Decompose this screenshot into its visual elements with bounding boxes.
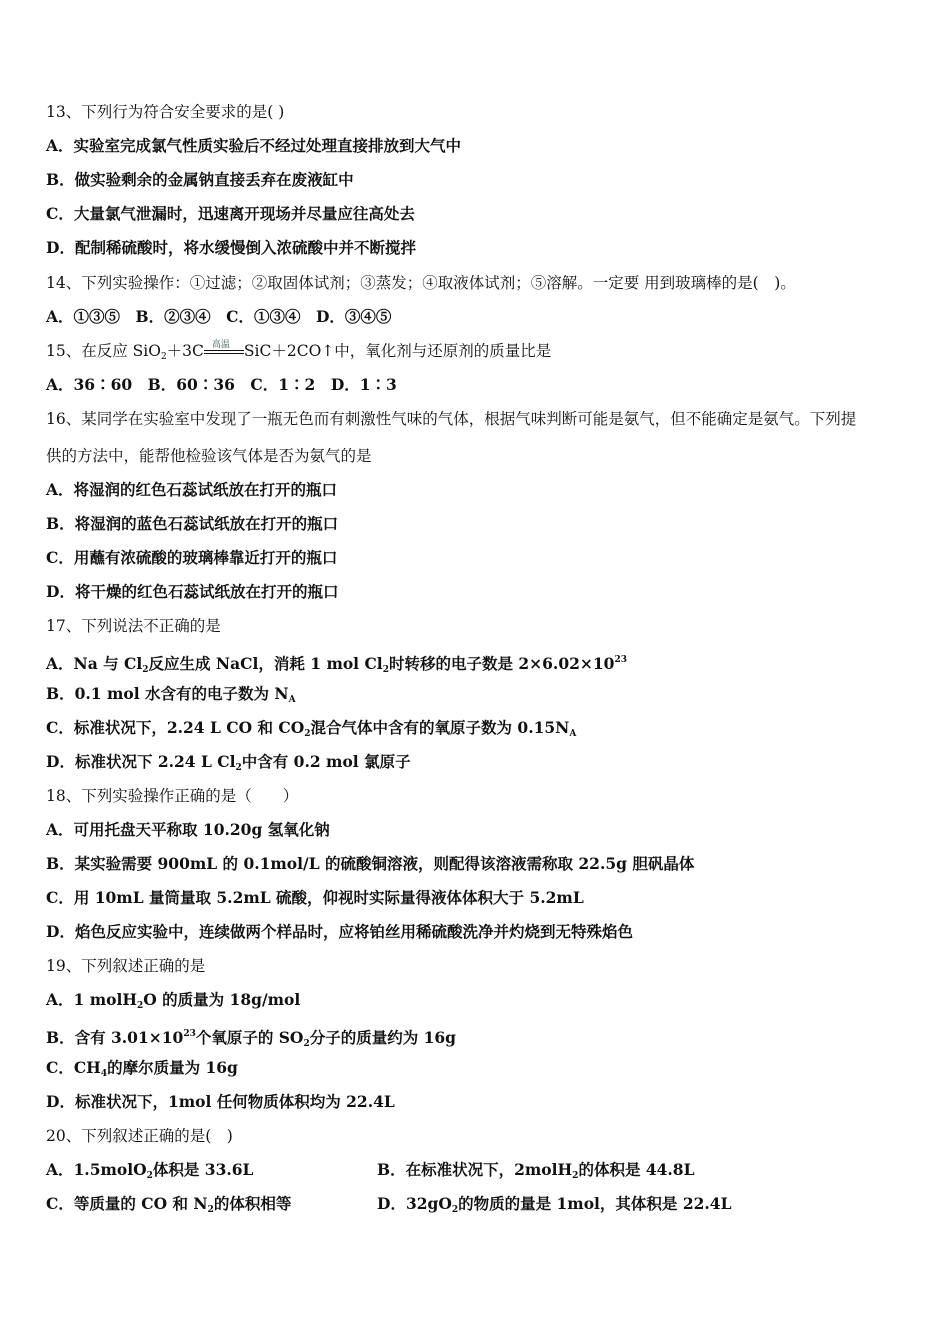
q16-option-a: A．将湿润的红色石蕊试纸放在打开的瓶口 (46, 480, 338, 499)
q14-stem: 14、下列实验操作：①过滤；②取固体试剂；③蒸发；④取液体试剂；⑤溶解。一定要 用到玻璃棒的是( )。 (46, 274, 796, 292)
q15-text-mid: ＋3C (166, 342, 204, 360)
q13-option-c: C．大量氯气泄漏时，迅速离开现场并尽量应往高处去 (46, 204, 415, 223)
q18-stem: 18、下列实验操作正确的是（ ） (46, 787, 299, 805)
q17-option-b: B．0.1 mol 水含有的电子数为 $N_A$ (46, 684, 296, 705)
q16-stem-line2: 供的方法中，能帮他检验该气体是否为氨气的是 (46, 447, 372, 465)
q20-option-d: D．$32gO_2$的物质的量是 1mol，其体积是 22.4L (377, 1194, 732, 1215)
q13-option-a: A．实验室完成氯气性质实验后不经过处理直接排放到大气中 (46, 136, 462, 155)
q20-stem: 20、下列叙述正确的是( ) (46, 1127, 233, 1145)
q18-option-b: B．某实验需要 900mL 的 0.1mol/L 的硫酸铜溶液，则配得该溶液需称取 22.5g 胆矾晶体 (46, 854, 695, 873)
q20-option-a: A．1.5molO$_2$体积是 33.6L (46, 1160, 254, 1181)
q16-stem-line1: 16、某同学在实验室中发现了一瓶无色而有刺激性气味的气体，根据气味判断可能是氨气，但不能确定是氨气。下列提 (46, 410, 857, 428)
q16-option-b: B．将湿润的蓝色石蕊试纸放在打开的瓶口 (46, 514, 339, 533)
q16-option-d: D．将干燥的红色石蕊试纸放在打开的瓶口 (46, 582, 339, 601)
q14-options: A．①③⑤ B．②③④ C．①③④ D．③④⑤ (46, 307, 392, 326)
q18-option-d: D．焰色反应实验中，连续做两个样品时，应将铂丝用稀硫酸洗净并灼烧到无特殊焰色 (46, 922, 633, 941)
q19-option-d: D．标准状况下，1mol 任何物质体积均为 22.4L (46, 1092, 395, 1111)
q17-option-a: A．Na 与 $Cl_2$反应生成 NaCl，消耗 1 mol $Cl_2$时转移的电子数是 $2\times 6.02\times 10^{23}$ (46, 654, 627, 675)
q13-option-d: D．配制稀硫酸时，将水缓慢倒入浓硫酸中并不断搅拌 (46, 238, 416, 257)
q18-option-c: C．用 10mL 量筒量取 5.2mL 硫酸，仰视时实际量得液体体积大于 5.2mL (46, 888, 584, 907)
q15-stem (46, 341, 551, 367)
q17-stem: 17、下列说法不正确的是 (46, 617, 221, 635)
q17-option-c: C．标准状况下，2.24 L CO 和 $CO_2$混合气体中含有的氧原子数为 $0.15N_A$ (46, 718, 577, 739)
q15-text-pre: 15、在反应 SiO (46, 342, 161, 360)
q19-option-b: B．含有 $3.01\times 10^{23}$个氧原子的 $SO_2$分子的质量约为 16g (46, 1028, 457, 1049)
q19-option-c: C．$CH_4$的摩尔质量为 16g (46, 1058, 238, 1079)
q13-stem: 13、下列行为符合安全要求的是( ) (46, 103, 285, 121)
q16-option-c: C．用蘸有浓硫酸的玻璃棒靠近打开的瓶口 (46, 548, 338, 567)
q15-sub: 2 (160, 352, 167, 362)
q19-stem: 19、下列叙述正确的是 (46, 957, 206, 975)
q15-text-post: SiC＋2CO↑中，氧化剂与还原剂的质量比是 (243, 342, 552, 360)
q17-option-d: D．标准状况下 2.24 L $Cl_2$中含有 0.2 mol 氯原子 (46, 752, 411, 773)
q19-option-a: A．1 molH$_2$O 的质量为 18g/mol (46, 990, 301, 1011)
q13-option-b: B．做实验剩余的金属钠直接丢弃在废液缸中 (46, 170, 354, 189)
reaction-condition-sign (204, 341, 244, 361)
q20-option-c: C．等质量的 CO 和 $N_2$的体积相等 (46, 1194, 292, 1215)
q18-option-a: A．可用托盘天平称取 10.20g 氢氧化钠 (46, 820, 330, 839)
q15-options: A．36∶60 B．60∶36 C．1∶2 D．1∶3 (46, 375, 397, 394)
q20-option-b: B．在标准状况下，2molH$_2$的体积是 44.8L (377, 1160, 695, 1181)
reaction-condition-label: 高温 (211, 340, 230, 350)
